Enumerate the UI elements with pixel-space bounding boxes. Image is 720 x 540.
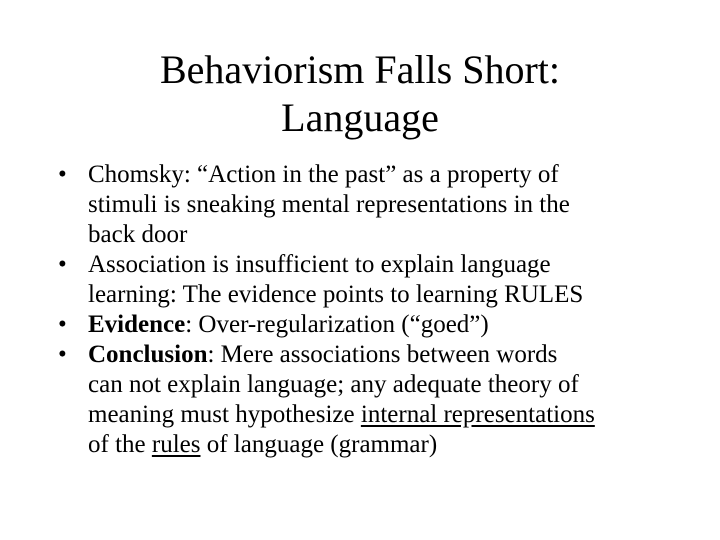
- bullet-item-conclusion: [58, 340, 678, 460]
- bullet-icon: •: [58, 161, 67, 188]
- bullet-text-line: [88, 340, 678, 370]
- slide-title-line-2: Language: [281, 95, 439, 140]
- bullet-icon: •: [58, 251, 67, 278]
- bullet-icon: •: [58, 311, 67, 338]
- bullet-text: [88, 250, 678, 310]
- bullet-item-chomsky: [58, 160, 678, 250]
- bullet-text-line: [88, 400, 678, 430]
- bullet-lead-evidence: Evidence: [88, 311, 186, 338]
- slide-title: [60, 46, 660, 142]
- bullet-text-line: learning: The evidence points to learning RULES: [88, 281, 584, 308]
- bullet-text: [88, 310, 678, 340]
- bullet-text: [88, 160, 678, 250]
- text-segment: meaning must hypothesize: [88, 401, 361, 428]
- bullet-text-line: can not explain language; any adequate theory of: [88, 371, 579, 398]
- bullet-rest-evidence: : Over-regularization (“goed”): [185, 311, 489, 338]
- bullet-item-association: [58, 250, 678, 310]
- text-segment: of language (grammar): [200, 431, 438, 458]
- bullet-text-line: [88, 430, 678, 460]
- bullet-text: [88, 340, 678, 460]
- bullet-list: [58, 160, 678, 460]
- underlined-term-internal-representations: internal representations: [360, 401, 595, 428]
- bullet-lead-conclusion: Conclusion: [88, 341, 208, 368]
- bullet-text-line: Association is insufficient to explain language: [88, 251, 551, 278]
- bullet-text-line: back door: [88, 221, 188, 248]
- underlined-term-rules: rules: [151, 431, 201, 458]
- bullet-icon: •: [58, 341, 67, 368]
- bullet-text-line: stimuli is sneaking mental representations in the: [88, 191, 570, 218]
- slide-title-line-1: Behaviorism Falls Short:: [160, 47, 560, 92]
- text-segment: of the: [88, 431, 152, 458]
- bullet-rest-conclusion: : Mere associations between words: [207, 341, 558, 368]
- bullet-item-evidence: [58, 310, 678, 340]
- bullet-text-line: [88, 310, 678, 340]
- bullet-text-line: Chomsky: “Action in the past” as a property of: [88, 161, 559, 188]
